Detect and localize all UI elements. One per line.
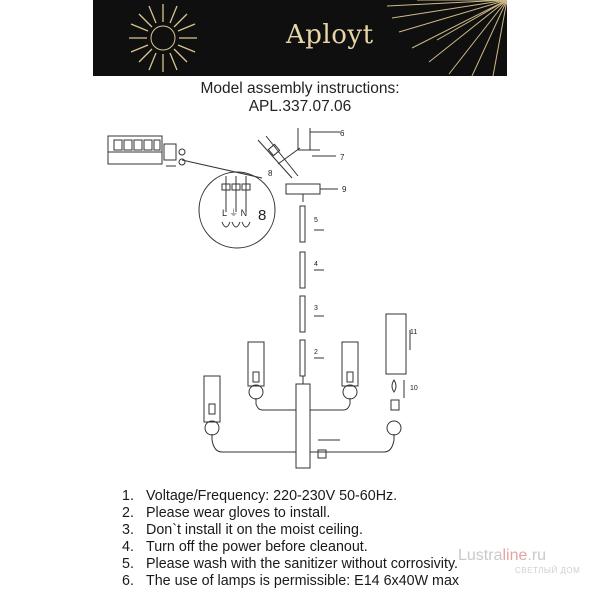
part-7: 7 [340,153,345,162]
list-item: 2. Please wear gloves to install. [122,505,331,521]
fig8-label: 8 [258,207,267,224]
sun-logo-icon [93,0,213,76]
model-number: APL.337.07.06 [248,98,352,115]
brand-name: Aployt [286,20,374,50]
list-item: 1. Voltage/Frequency: 220-230V 50-60Hz. [122,488,398,504]
wiring-detail [182,160,275,248]
terminal-label: L ⏚ N [222,208,248,218]
assembly-drawing [0,116,600,486]
part-9: 9 [342,185,347,194]
list-item: 6. The use of lamps is permissible: E14 6x40W max [122,573,460,589]
part-6: 6 [340,129,345,138]
part-5: 5 [314,217,318,224]
part-4: 4 [314,261,318,268]
part-3: 3 [314,305,318,312]
list-item: 5. Please wash with the sanitizer without corrosivity. [122,556,459,572]
terminal-block [108,136,185,166]
part-10: 10 [410,385,418,392]
watermark-subtitle: СВЕТЛЫЙ ДОМ [515,566,581,575]
part-8: 8 [268,169,273,178]
light-rays-icon [377,0,507,76]
part-11: 11 [410,329,418,336]
instruction-notes [122,488,459,590]
instructions-title: Model assembly instructions: [200,80,400,97]
list-item: 4. Turn off the power before cleanout. [122,539,368,555]
part-2: 2 [314,349,318,356]
watermark-logo: Lustraline.ru [458,547,547,564]
list-item: 3. Don`t install it on the moist ceiling. [122,522,363,538]
brand-banner [93,0,507,76]
